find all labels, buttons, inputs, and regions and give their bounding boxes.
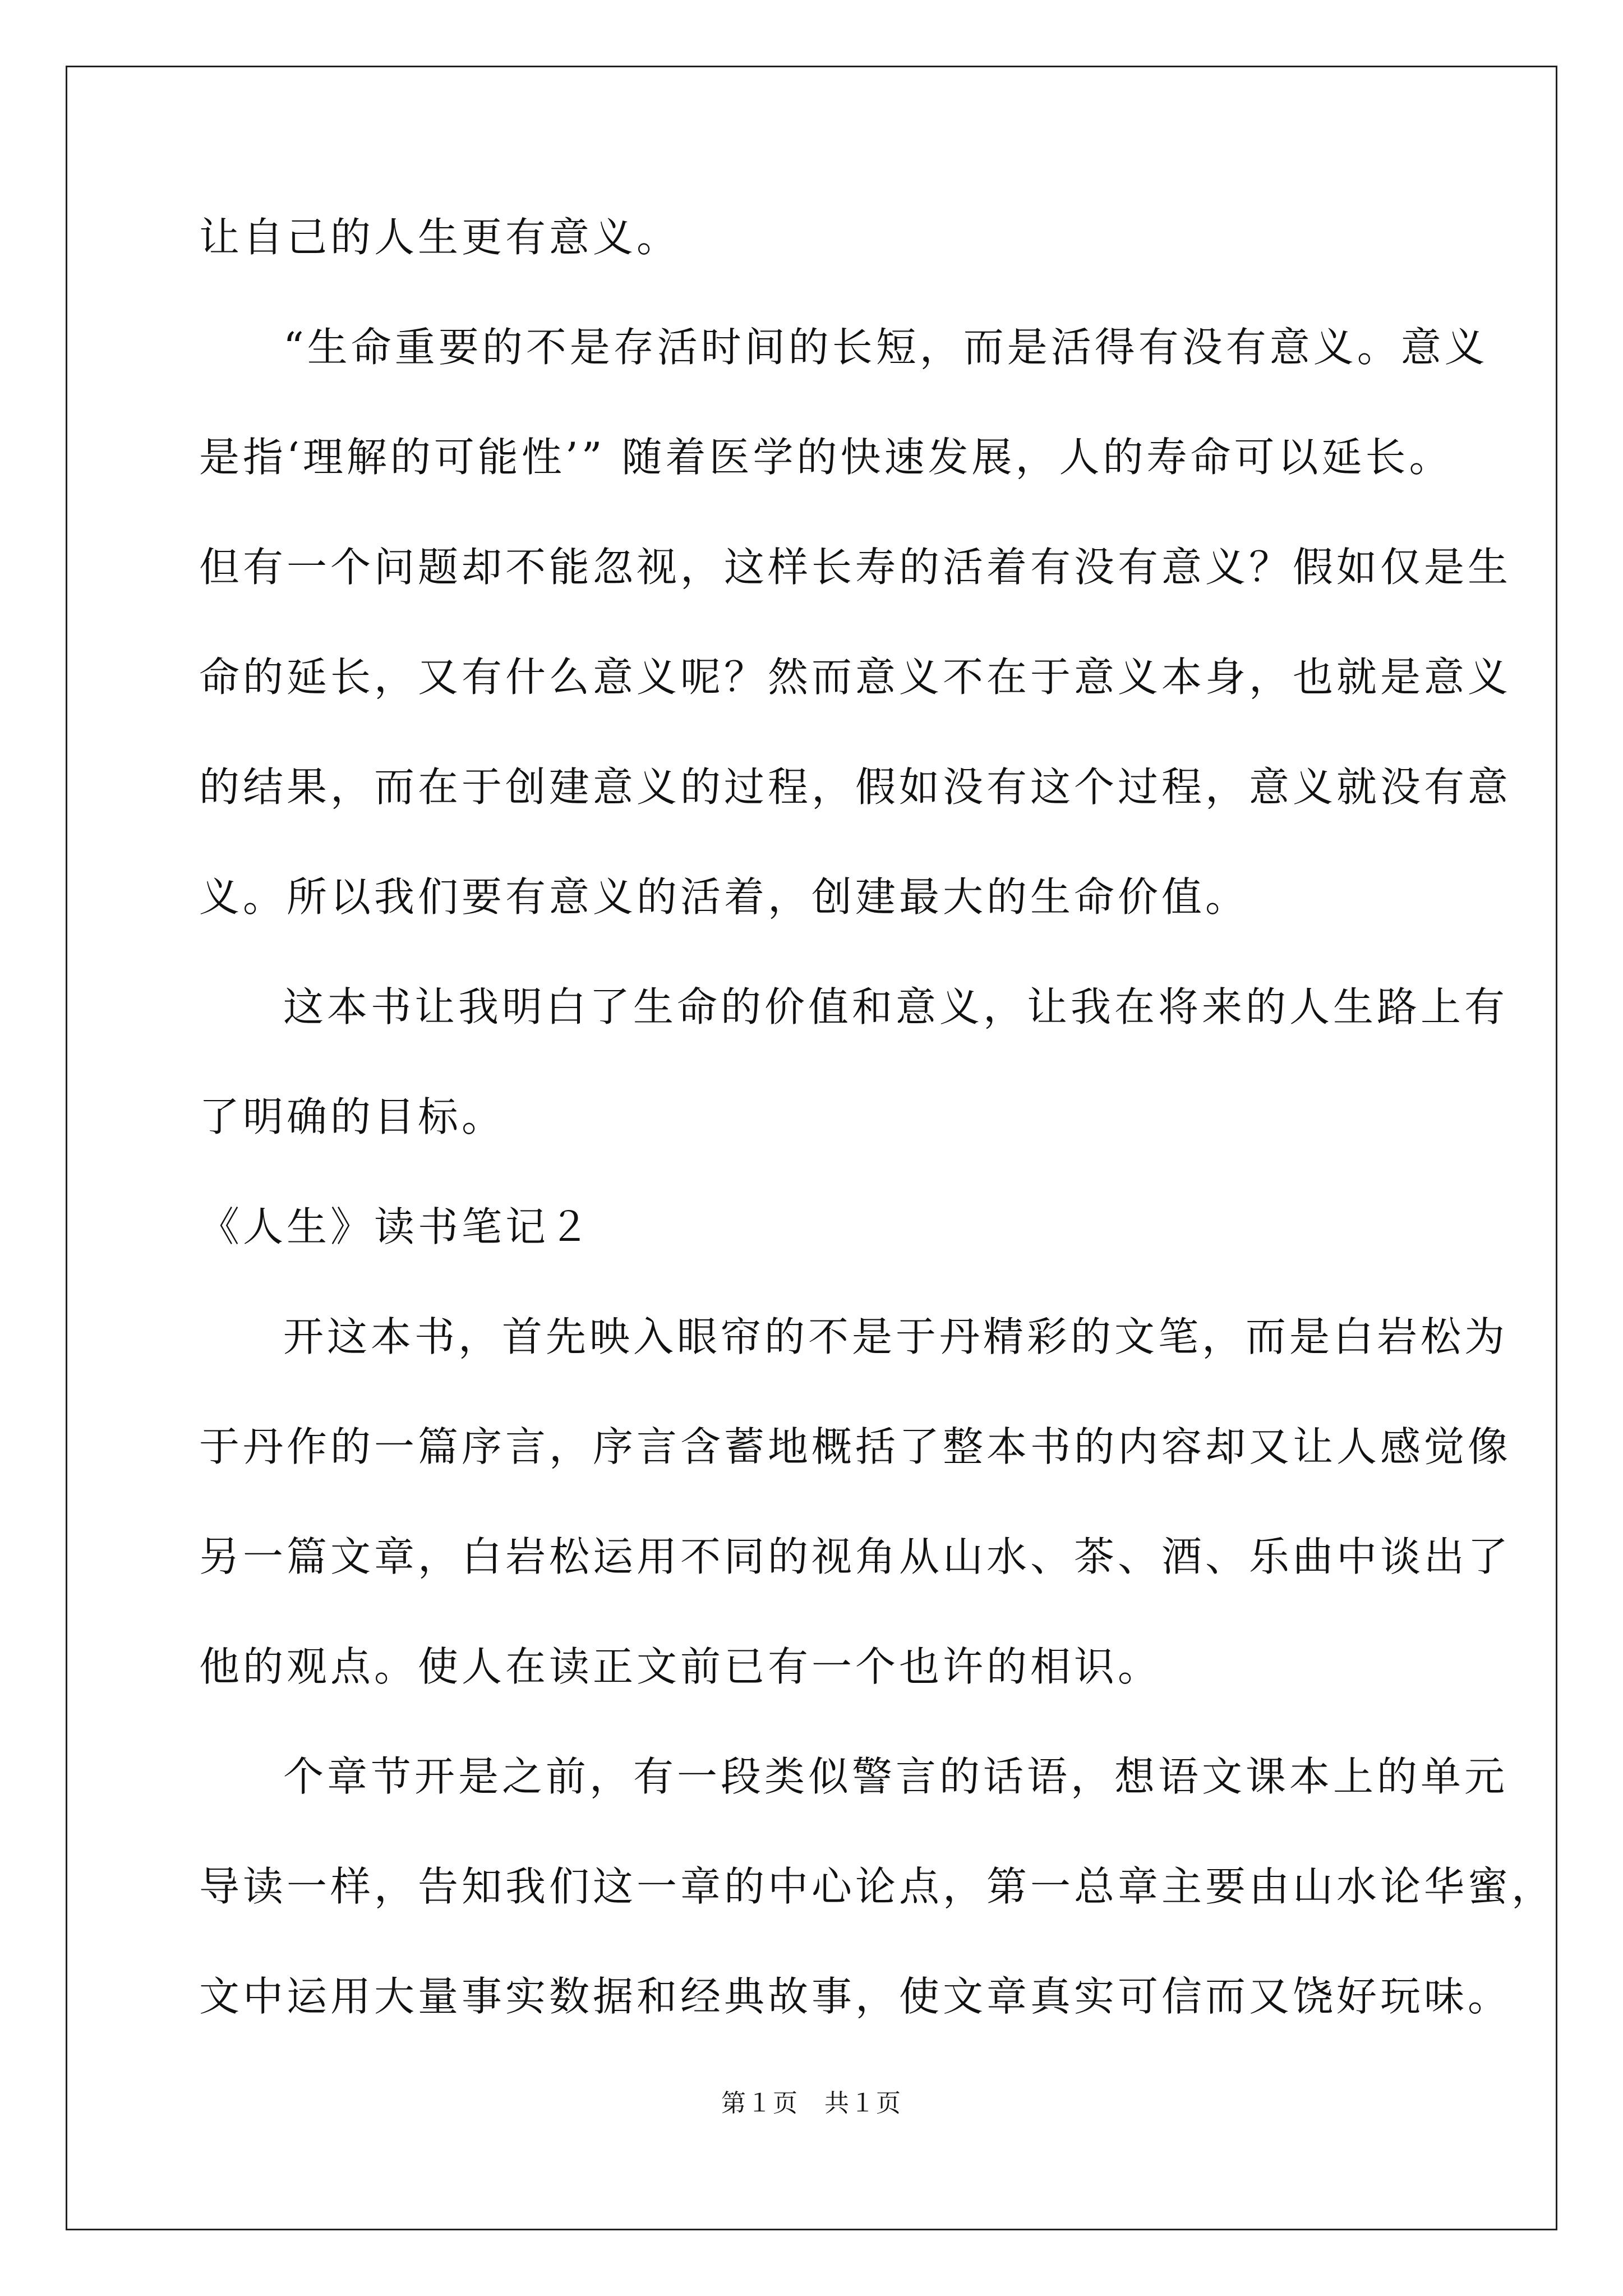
paragraph-line: 命的延长，又有什么意义呢？然而意义不在于意义本身，也就是意义 <box>199 654 1512 701</box>
paragraph-line: 让自己的人生更有意义。 <box>199 214 681 261</box>
page-footer: 第１页 共１页 <box>721 2089 902 2118</box>
paragraph-line: 这本书让我明白了生命的价值和意义，让我在将来的人生路上有 <box>283 983 1509 1030</box>
paragraph-line: 文中运用大量事实数据和经典故事，使文章真实可信而又饶好玩味。 <box>199 1973 1512 2020</box>
paragraph-line: 义。所以我们要有意义的活着，创建最大的生命价值。 <box>199 873 1249 921</box>
paragraph-line: 的结果，而在于创建意义的过程，假如没有这个过程，意义就没有意 <box>199 763 1512 811</box>
paragraph-line: 另一篇文章，白岩松运用不同的视角从山水、茶、酒、乐曲中谈出了 <box>199 1533 1512 1580</box>
paragraph-line: 于丹作的一篇序言，序言含蓄地概括了整本书的内容却又让人感觉像 <box>199 1423 1512 1470</box>
paragraph-line: 他的观点。使人在读正文前已有一个也许的相识。 <box>199 1643 1162 1690</box>
paragraph-line: 是指‘理解的可能性’” 随着医学的快速发展，人的寿命可以延长。 <box>199 434 1453 481</box>
section-heading: 《人生》读书笔记２ <box>199 1203 593 1250</box>
paragraph-line: 导读一样，告知我们这一章的中心论点，第一总章主要由山水论华蜜， <box>199 1863 1556 1910</box>
paragraph-line: 了明确的目标。 <box>199 1093 506 1140</box>
paragraph-line: 开这本书，首先映入眼帘的不是于丹精彩的文笔，而是白岩松为 <box>283 1313 1509 1360</box>
paragraph-line: “生命重要的不是存活时间的长短，而是活得有没有意义。意义 <box>283 324 1488 371</box>
paragraph-line: 但有一个问题却不能忽视，这样长寿的活着有没有意义？假如仅是生 <box>199 544 1512 591</box>
paragraph-line: 个章节开是之前，有一段类似警言的话语，想语文课本上的单元 <box>283 1753 1509 1800</box>
